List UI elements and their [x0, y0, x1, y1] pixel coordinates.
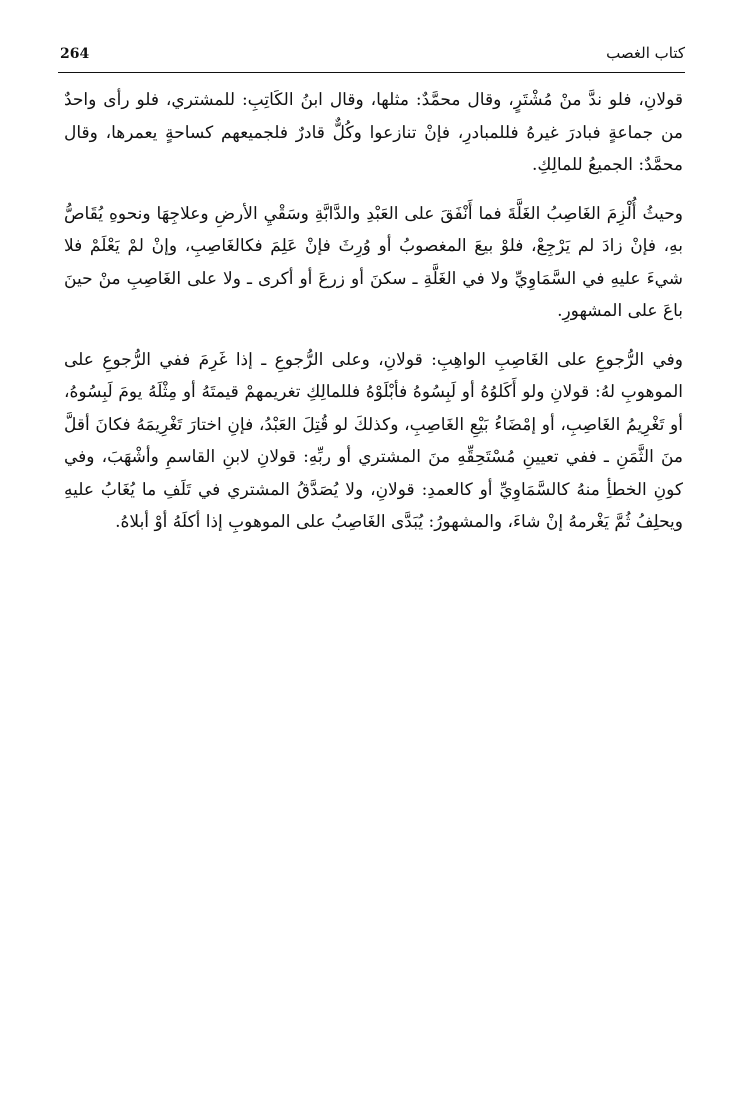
header-rule — [58, 72, 685, 73]
page-body — [64, 84, 683, 555]
paragraph-2: وحيثُ أُلْزِمَ الغَاصِبُ الغَلَّةَ فما أَنْفَقَ على العَبْدِ والدَّابَّةِ وسَقْيِ الأرضِ وعلاجِهَا ونحوهِ يُقَاصُّ بهِ، فإنْ زادَ لم يَرْجِعْ، فلوْ بيعَ المغصوبُ أو وُرِثَ فإنْ عَلِمَ فكالغَاصِبِ، وإنْ لمْ يَعْلَمْ فلا شيءَ عليهِ في السَّمَاوِيِّ ولا في الغَلَّةِ ـ سكنَ أو زرعَ أو أكرى ـ ولا على الغَاصِبِ منْ حينَ باعَ على المشهورِ. — [64, 203, 683, 321]
paragraph-3: وفي الرُّجوعِ على الغَاصِبِ الواهِبِ: قولانِ، وعلى الرُّجوعِ ـ إذا غَرِمَ ففي الرُّجوعِ على الموهوبِ لهُ: قولانِ ولو أَكَلوُهُ أو لَبِسُوهُ فأبْلَوْهُ فللمالِكِ تغريمهمْ قيمتَهُ أو مِثْلَهُ يومَ لَبِسُوهُ، أو تَغْرِيمُ الغَاصِبِ، أو إمْضَاءُ بَيْعِ الغَاصِبِ، وكذلكَ لو قُتِلَ العَبْدُ، فإنِ اختارَ تَغْرِيمَهُ فكانَ أقلَّ منَ الثَّمَنِ ـ ففي تعيينِ مُسْتَحِقِّهِ منَ المشتري أو ربِّهِ: قولانِ لابنِ القاسمِ وأشْهَبَ، وفي كونِ الخطأِ منهُ كالسَّمَاوِيِّ أو كالعمدِ: قولانِ، ولا يُصَدَّقُ المشتري في تَلَفِ ما يُغَابُ عليهِ ويحلِفُ ثُمَّ يَغْرمهُ إنْ شاءَ، والمشهورُ: يُبَدَّى الغَاصِبُ على الموهوبِ إذا أكلَهُ أوْ أبلاهُ. — [64, 349, 683, 532]
page-number: 264 — [60, 46, 90, 62]
page-header — [60, 38, 685, 72]
running-title: كتاب الغصب — [606, 44, 685, 62]
paragraph-1: قولانِ، فلو ندَّ منْ مُشْتَرٍ، وقال محمَّدٌ: مثلها، وقال ابنُ الكَاتِبِ: للمشتري، فلو رأى واحدٌ من جماعةٍ فبادرَ غيرهُ فللمبادرِ، فإنْ تنازعوا وكُلٌّ قادرٌ فلجميعهم كساحةٍ يعمرها، وقال محمَّدٌ: الجميعُ للمالِكِ. — [64, 90, 683, 175]
